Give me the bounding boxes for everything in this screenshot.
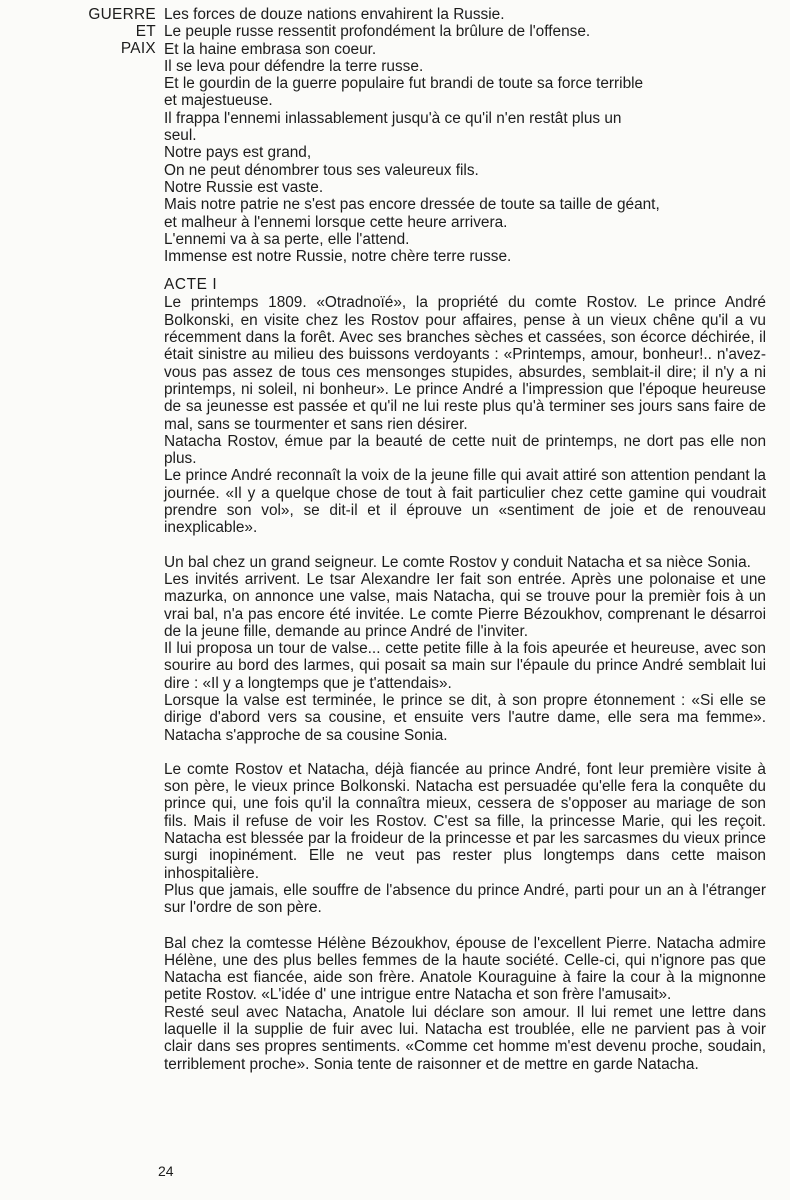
prologue-line: et majestueuse. (164, 92, 273, 110)
act-heading: ACTE I (164, 276, 218, 294)
prologue (164, 6, 766, 265)
prologue-line: Et la haine embrasa son coeur. (164, 40, 377, 58)
margin-title-line: ET (135, 23, 156, 40)
prologue-line: Les forces de douze nations envahirent la Russie. (164, 6, 505, 23)
page-content (164, 6, 766, 1073)
margin-title-line: GUERRE (88, 6, 156, 23)
prologue-line: Il se leva pour défendre la terre russe. (164, 57, 424, 75)
scene-3 (164, 761, 766, 917)
prologue-line: Le peuple russe ressentit profondément la brûlure de l'offense. (164, 23, 591, 41)
scene-1 (164, 294, 766, 536)
scene-paragraph: Resté seul avec Natacha, Anatole lui déclare son amour. Il lui remet une lettre dans laquelle il la supplie de fuir avec lui. Natacha est troublée, elle ne parvient pas à voir clair dans ses propres sentiments. «Comme cet homme m'est devenu proche, soudain, terriblement proche». Sonia tente de raisonner et de mettre en garde Natacha. (164, 1003, 766, 1073)
prologue-line: Mais notre patrie ne s'est pas encore dressée de toute sa taille de géant, (164, 196, 660, 214)
scene-paragraph: Le printemps 1809. «Otradnoïé», la propriété du comte Rostov. Le prince André Bolkonski, en visite chez les Rostov pour affaires, pense à un vieux chêne qu'il a vu récemment dans la forêt. Avec ses branches sèches et cassées, son écorce déchirée, il était sinistre au milieu des buissons verdoyants : «Printemps, amour, bonheur!.. n'avez-vous pas assez de tous ces mensonges stupides, absurdes, semblait-il dire; il n'y a ni printemps, ni soleil, ni bonheur». Le prince André a l'impression que l'époque heureuse de sa jeunesse est passée et qu'il ne lui reste plus qu'à terminer ses jours sans faire de mal, sans se tourmenter et sans rien désirer. (164, 294, 766, 433)
prologue-line: On ne peut dénombrer tous ses valeureux fils. (164, 161, 479, 179)
scene-paragraph: Le comte Rostov et Natacha, déjà fiancée au prince André, font leur première visite à son père, le vieux prince Bolkonski. Natacha est persuadée qu'elle fera la conquête du prince qui, une fois qu'il la connaîtra mieux, cessera de s'opposer au mariage de son fils. Mais il refuse de voir les Rostov. C'est sa fille, la princesse Marie, qui les reçoit. Natacha est blessée par la froideur de la princesse et par les sarcasmes du vieux prince surgi inopinément. Elle ne veut pas rester plus longtemps dans cette maison inhospitalière. (164, 760, 766, 882)
scene-4 (164, 935, 766, 1073)
prologue-line: Il frappa l'ennemi inlassablement jusqu'à ce qu'il n'en restât plus un (164, 109, 622, 127)
margin-title-line: PAIX (120, 40, 156, 57)
prologue-line: et malheur à l'ennemi lorsque cette heure arrivera. (164, 213, 508, 231)
scene-paragraph: Il lui proposa un tour de valse... cette petite fille à la fois apeurée et heureuse, avec son sourire au bord des larmes, qui posait sa main sur l'épaule du prince André semblait lui dire : «Il y a longtemps que je t'attendais». (164, 640, 766, 692)
scene-paragraph: Les invités arrivent. Le tsar Alexandre Ier fait son entrée. Après une polonaise et une mazurka, on annonce une valse, mais Natacha, qui se trouve pour la premièr fois à un vrai bal, n'a pas encore été invitée. Le comte Pierre Bézoukhov, comprenant le désarroi de la jeune fille, demande au prince André de l'inviter. (164, 570, 766, 640)
scene-paragraph: Le prince André reconnaît la voix de la jeune fille qui avait attiré son attention pendant la journée. «Il y a quelque chose de tout à fait particulier chez cette gamine qui voudrait prendre son vol», se dit-il et il éprouve un «sentiment de joie et de renouveau inexplicable». (164, 467, 766, 537)
scene-paragraph: Natacha Rostov, émue par la beauté de cette nuit de printemps, ne dort pas elle non plus. (164, 432, 766, 468)
prologue-line: Et le gourdin de la guerre populaire fut brandi de toute sa force terrible (164, 75, 644, 93)
prologue-line: Notre Russie est vaste. (164, 178, 324, 196)
margin-title (52, 6, 156, 57)
scene-2 (164, 554, 766, 744)
scene-paragraph: Lorsque la valse est terminée, le prince se dit, à son propre étonnement : «Si elle se dirige d'abord vers sa cousine, et ensuite vers l'autre dame, elle sera ma femme». Natacha s'approche de sa cousine Sonia. (164, 691, 766, 744)
scene-paragraph: Plus que jamais, elle souffre de l'absence du prince André, parti pour un an à l'étranger sur l'ordre de son père. (164, 881, 766, 917)
scene-paragraph: Bal chez la comtesse Hélène Bézoukhov, épouse de l'excellent Pierre. Natacha admire Hélène, une des plus belles femmes de la haute société. Celle-ci, qui n'ignore pas que Natacha est fiancée, aide son frère. Anatole Kouraguine à faire la cour à la mignonne petite Rostov. «L'idée d' une intrigue entre Natacha et son frère l'amusait». (164, 934, 766, 1004)
prologue-line: Immense est notre Russie, notre chère terre russe. (164, 248, 512, 266)
page-number: 24 (158, 1163, 174, 1179)
prologue-line: L'ennemi va à sa perte, elle l'attend. (164, 230, 410, 248)
prologue-line: Notre pays est grand, (164, 144, 312, 162)
scene-paragraph: Un bal chez un grand seigneur. Le comte Rostov y conduit Natacha et sa nièce Sonia. (164, 553, 751, 571)
prologue-line: seul. (164, 127, 197, 145)
